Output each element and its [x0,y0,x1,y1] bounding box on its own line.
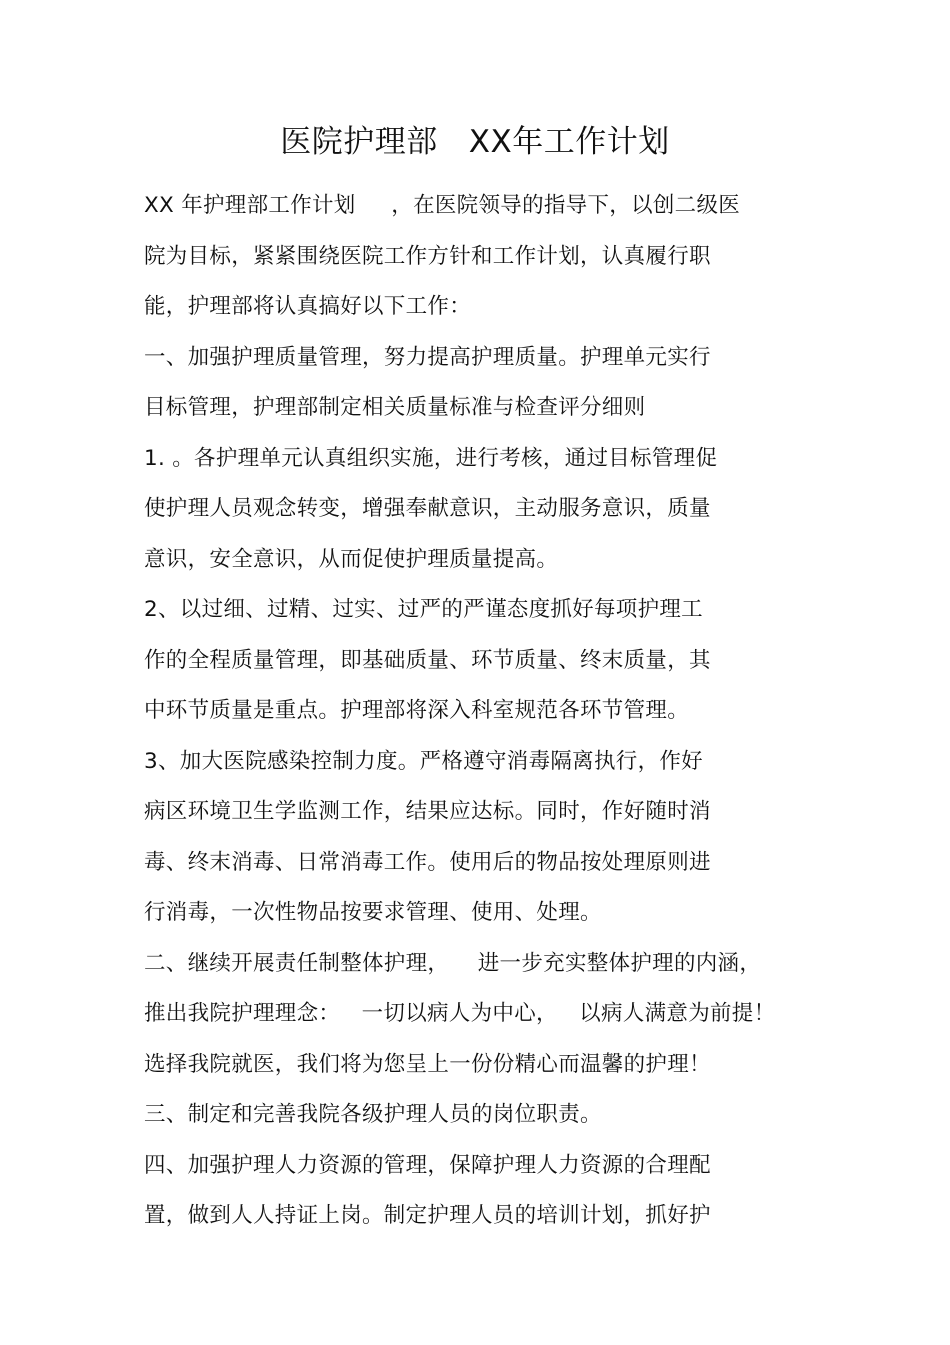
body-line: 能，护理部将认真搞好以下工作： [144,294,472,319]
body-line: 意识，安全意识，从而促使护理质量提高。 [144,546,559,572]
document-title: 医院护理部 XX年工作计划 [280,124,670,160]
body-line: 2、以过细、过精、过实、过严的严谨态度抓好每项护理工 [144,597,703,622]
body-line: 毒、终末消毒、日常消毒工作。使用后的物品按处理原则进 [144,849,711,875]
body-line: 1. 。各护理单元认真组织实施，进行考核，通过目标管理促 [144,445,718,471]
document-body [144,186,824,1247]
body-line: 中环节质量是重点。护理部将深入科室规范各环节管理。 [144,698,690,723]
body-line: 作的全程质量管理，即基础质量、环节质量、终末质量，其 [144,647,711,673]
body-line: 行消毒，一次性物品按要求管理、使用、处理。 [144,900,602,925]
body-line: 病区环境卫生学监测工作，结果应达标。同时，作好随时消 [144,799,711,824]
body-line: 目标管理，护理部制定相关质量标准与检查评分细则 [144,395,646,420]
body-line: 院为目标，紧紧围绕医院工作方针和工作计划，认真履行职 [144,243,711,269]
body-line: 置，做到人人持证上岗。制定护理人员的培训计划，抓好护 [144,1203,711,1228]
body-line: 推出我院护理理念： 一切以病人为中心， 以病人满意为前提！ [144,1001,776,1026]
body-line: 一、加强护理质量管理，努力提高护理质量。护理单元实行 [144,344,711,370]
body-line: 选择我院就医，我们将为您呈上一份份精心而温馨的护理！ [144,1051,711,1077]
body-line: 四、加强护理人力资源的管理，保障护理人力资源的合理配 [144,1152,711,1178]
body-line: 3、加大医院感染控制力度。严格遵守消毒隔离执行，作好 [144,748,703,774]
body-line: 使护理人员观念转变，增强奉献意识，主动服务意识，质量 [144,496,711,521]
body-line: XX 年护理部工作计划 ，在医院领导的指导下，以创二级医 [144,193,741,218]
body-line: 二、继续开展责任制整体护理， 进一步充实整体护理的内涵， [144,950,762,976]
body-line: 三、制定和完善我院各级护理人员的岗位职责。 [144,1102,602,1127]
